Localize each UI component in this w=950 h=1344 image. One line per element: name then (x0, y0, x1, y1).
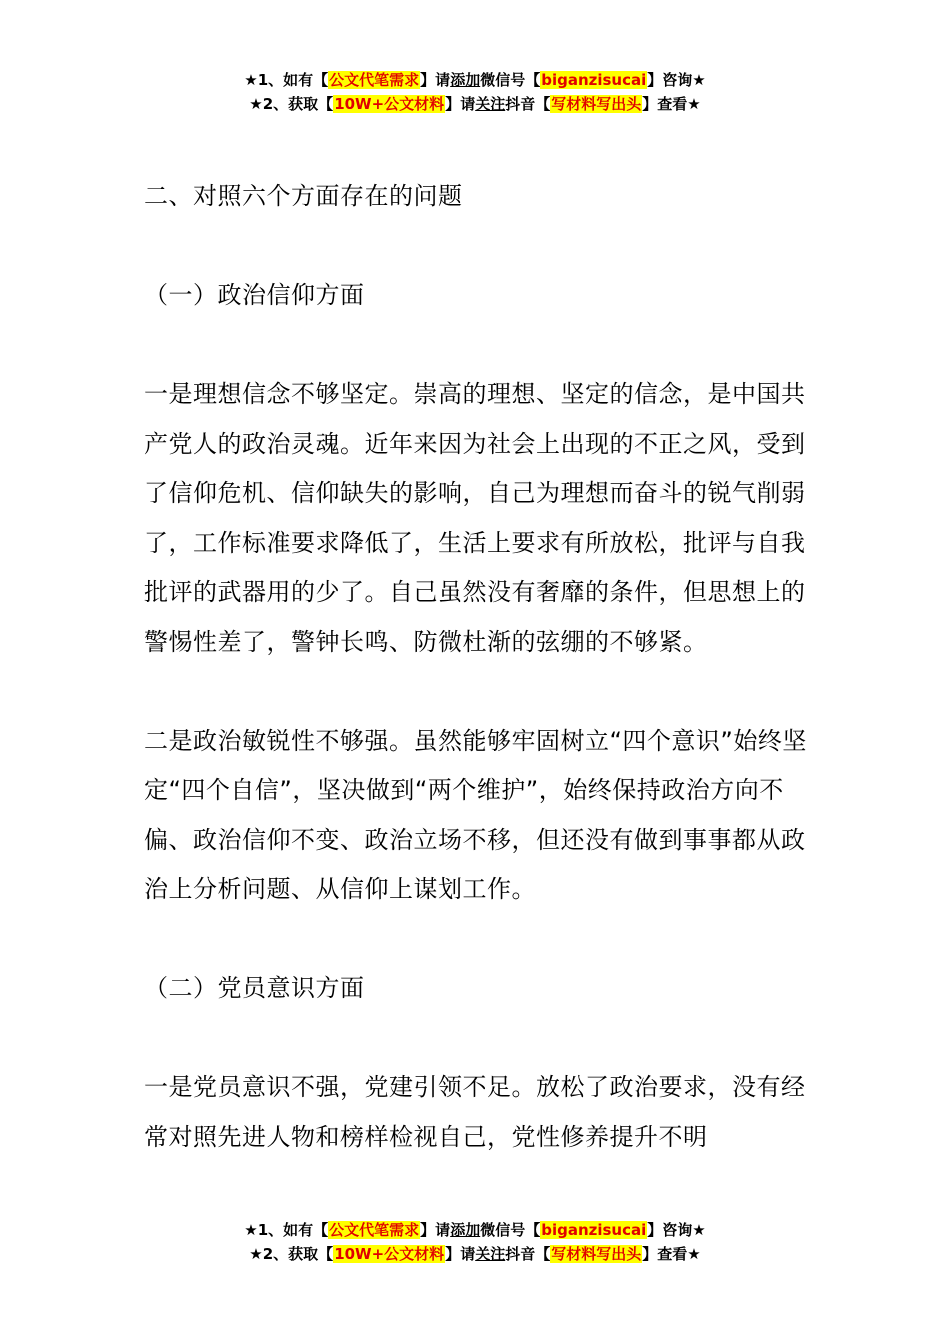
banner-text: 】请 (420, 71, 451, 89)
banner-text: 】请 (420, 1221, 451, 1239)
banner-highlight: 写材料写出头 (551, 95, 642, 113)
banner-highlight: 写材料写出头 (551, 1245, 642, 1263)
banner-text: 抖音【 (505, 95, 551, 113)
banner-underline: 添加 (450, 71, 481, 89)
banner-highlight: 10W+公文材料 (334, 1245, 445, 1263)
banner-line-1 (0, 1218, 950, 1242)
paragraph-2: 二是政治敏锐性不够强。虽然能够牢固树立“四个意识”始终坚定“四个自信”，坚决做到“两个维护”，始终保持政治方向不偏、政治信仰不变、政治立场不移，但还没有做到事事都从政治上分析问题、从信仰上谋划工作。 (144, 726, 807, 903)
banner-underline: 关注 (475, 95, 506, 113)
footer-banner (0, 1218, 950, 1266)
banner-text: 】查看★ (642, 95, 701, 113)
banner-highlight: 公文代笔需求 (329, 1221, 420, 1239)
banner-text: ★2、获取【 (249, 95, 334, 113)
subsection-heading-2: （二）党员意识方面 (144, 974, 365, 1002)
banner-text: 】咨询★ (647, 71, 706, 89)
banner-text: 微信号【 (480, 71, 541, 89)
banner-highlight: 公文代笔需求 (329, 71, 420, 89)
paragraph-1: 一是理想信念不够坚定。崇高的理想、坚定的信念，是中国共产党人的政治灵魂。近年来因为社会上出现的不正之风，受到了信仰危机、信仰缺失的影响，自己为理想而奋斗的锐气削弱了，工作标准要求降低了，生活上要求有所放松，批评与自我批评的武器用的少了。自己虽然没有奢靡的条件，但思想上的警惕性差了，警钟长鸣、防微杜渐的弦绷的不够紧。 (144, 380, 806, 656)
section-heading: 二、对照六个方面存在的问题 (144, 182, 463, 210)
document-body (144, 172, 808, 1162)
banner-text: ★2、获取【 (249, 1245, 334, 1263)
banner-line-2 (0, 1242, 950, 1266)
banner-text: 微信号【 (480, 1221, 541, 1239)
banner-line-1 (0, 68, 950, 92)
banner-text: ★1、如有【 (244, 71, 329, 89)
banner-underline: 关注 (475, 1245, 506, 1263)
banner-highlight: biganzisucai (541, 71, 647, 89)
banner-highlight: biganzisucai (541, 1221, 647, 1239)
banner-highlight: 10W+公文材料 (334, 95, 445, 113)
banner-underline: 添加 (450, 1221, 481, 1239)
banner-text: 】咨询★ (647, 1221, 706, 1239)
header-banner (0, 68, 950, 116)
subsection-heading-1: （一）政治信仰方面 (144, 281, 365, 309)
banner-text: 】请 (445, 1245, 476, 1263)
paragraph-3: 一是党员意识不强，党建引领不足。放松了政治要求，没有经常对照先进人物和榜样检视自己，党性修养提升不明 (144, 1073, 806, 1151)
banner-line-2 (0, 92, 950, 116)
banner-text: 】查看★ (642, 1245, 701, 1263)
banner-text: 】请 (445, 95, 476, 113)
banner-text: ★1、如有【 (244, 1221, 329, 1239)
banner-text: 抖音【 (505, 1245, 551, 1263)
